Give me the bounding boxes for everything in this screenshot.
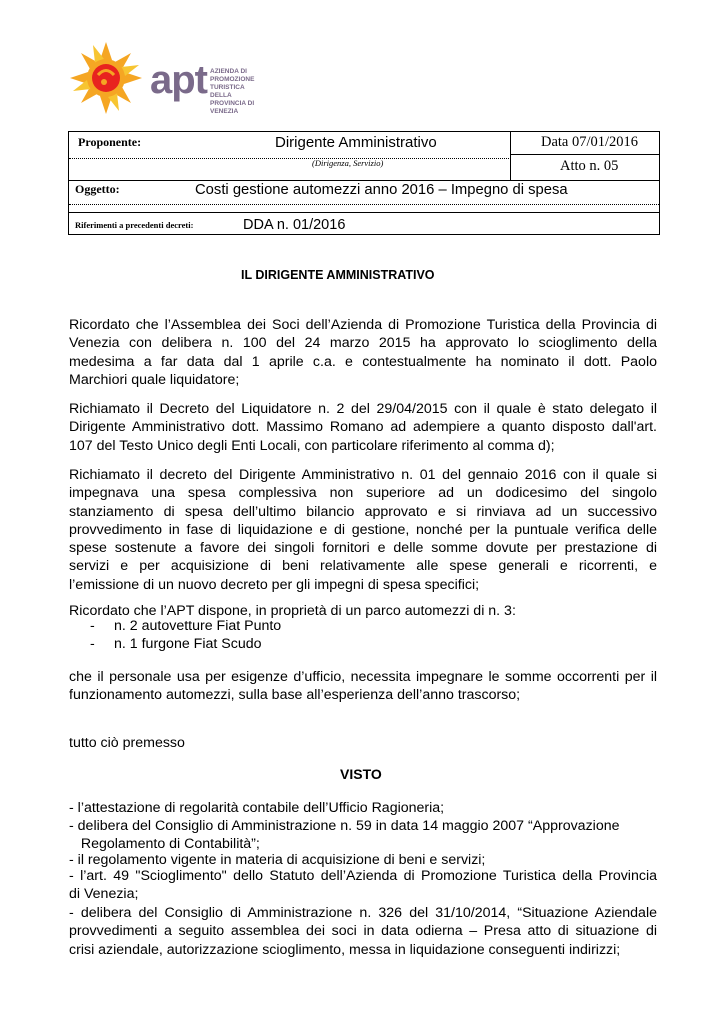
text-line: 107 del Testo Unico degli Enti Locali, con particolare riferimento al comma d); [69, 437, 555, 454]
list-item: - n. 1 furgone Fiat Scudo [90, 636, 262, 653]
visto-item [69, 904, 657, 959]
visto-item [69, 817, 657, 854]
text-line: Venezia con delibera n. 100 del 24 marzo 2015 ha approvato lo scioglimento della [69, 335, 657, 352]
logo-caption-line: PROVINCIA DI VENEZIA [210, 100, 255, 115]
apt-logo [70, 40, 260, 120]
text-line: Richiamato il decreto del Dirigente Amministrativo n. 01 del gennaio 2016 con il quale si [69, 467, 657, 483]
text-line: - il regolamento vigente in materia di acquisizione di beni e servizi; [69, 852, 486, 868]
text-line: che il personale usa per esigenze d’ufficio, necessita impegnare le somme occorrenti per il [69, 669, 657, 685]
logo-caption-line: TURISTICA DELLA [210, 84, 245, 99]
text-line: Regolamento di Contabilità”; [69, 836, 260, 853]
paragraph-decreto-liquidatore [69, 400, 657, 455]
proponente-label: Proponente: [78, 135, 142, 149]
text-line: provvedimenti a seguito assemblea dei soci in data odierna – Presa atto di situazione di [69, 923, 657, 940]
text-line: Richiamato il Decreto del Liquidatore n. 2 del 29/04/2015 con il quale è stato delegato il [69, 401, 657, 417]
text-line: Ricordato che l’APT dispone, in proprietà di un parco automezzi di n. 3: [69, 603, 516, 619]
logo-caption-line: AZIENDA DI PROMOZIONE [210, 68, 255, 83]
vehicle-list [90, 617, 281, 654]
text-line: - l’attestazione di regolarità contabile dell’Ufficio Ragioneria; [69, 800, 445, 816]
text-line: funzionamento automezzi, sulla base all’esperienza dell’anno trascorso; [69, 687, 521, 704]
list-item-text: n. 2 autovetture Fiat Punto [114, 618, 282, 634]
paragraph-decreto-dirigente [69, 466, 657, 594]
list-item: - n. 2 autovetture Fiat Punto [90, 618, 282, 634]
text-line: tutto ciò premesso [69, 735, 185, 751]
text-line: Marchiori quale liquidatore; [69, 371, 240, 388]
list-item-text: n. 1 furgone Fiat Scudo [114, 636, 262, 653]
paragraph-assemblea [69, 316, 657, 389]
text-line: - delibera del Consiglio di Amministrazione n. 59 in data 14 maggio 2007 “Approvazione [69, 818, 620, 834]
oggetto-label: Oggetto: [75, 182, 120, 196]
riferimenti-value: DDA n. 01/2016 [243, 217, 346, 233]
text-line: - l’art. 49 "Scioglimento" dello Statuto dell’Azienda di Promozione Turistica della Provincia [69, 868, 657, 884]
text-line: crisi aziendale, autorizzazione scioglimento, messa in liquidazione conseguenti indirizzi; [69, 941, 621, 958]
document-title: IL DIRIGENTE AMMINISTRATIVO [241, 268, 435, 282]
logo-apt-text: apt [150, 58, 207, 102]
text-line: - delibera del Consiglio di Amministrazione n. 326 del 31/10/2014, “Situazione Aziendale [69, 905, 657, 921]
act-number: Atto n. 05 [560, 158, 619, 174]
text-line: spese sostenute a favore dei singoli fornitori e delle somme dovute per prestazione di [69, 540, 657, 557]
proponente-sub: (Dirigenza, Servizio) [312, 158, 384, 168]
date-value: Data 07/01/2016 [541, 134, 639, 150]
proponente-value: Dirigente Amministrativo [275, 134, 437, 151]
text-line: di Venezia; [69, 886, 139, 903]
text-line: Dirigente Amministrativo dott. Massimo Romano ad adempiere a quanto disposto dall'art. [69, 419, 657, 436]
paragraph-personale [69, 668, 657, 705]
visto-item [69, 799, 657, 817]
logo-caption [210, 68, 260, 116]
text-line: impegnava una spesa complessiva non superiore ad un dodicesimo del singolo [69, 485, 657, 502]
text-line: l’emissione di un nuovo decreto per gli impegni di spesa specifici; [69, 576, 480, 593]
riferimenti-label: Riferimenti a precedenti decreti: [75, 220, 194, 230]
text-line: medesima a far data dal 1 aprile c.a. e contestualmente ha nominato il dott. Paolo [69, 353, 657, 370]
text-line: Ricordato che l’Assemblea dei Soci dell’Azienda di Promozione Turistica della Provincia di [69, 317, 657, 333]
text-line: stanziamento di spesa dell’ultimo bilancio approvato e si rinviava ad un successivo [69, 503, 657, 520]
header-table [68, 131, 660, 235]
oggetto-value: Costi gestione automezzi anno 2016 – Impegno di spesa [195, 182, 568, 198]
visto-item [69, 867, 657, 904]
paragraph-premesso [69, 734, 657, 752]
text-line: provvedimento in fase di liquidazione e di gestione, nonché per la puntuale verifica delle [69, 521, 657, 538]
text-line: servizi e per acquisizione di beni relativamente alle spese generali e ricorrenti, e [69, 558, 657, 575]
visto-heading: VISTO [340, 766, 382, 782]
